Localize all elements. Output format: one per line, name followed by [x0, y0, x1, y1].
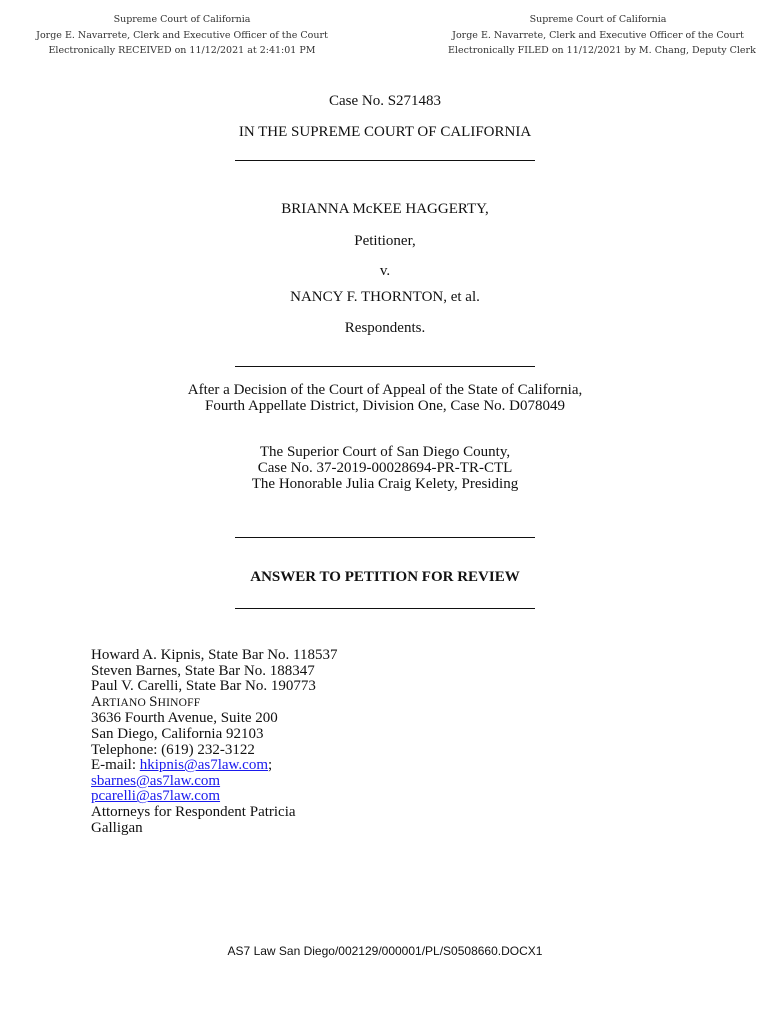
firm-rest-hinoff: HINOFF [157, 696, 201, 709]
superior-court-line-3: The Honorable Julia Craig Kelety, Presiding [251, 476, 519, 492]
email-label: E-mail: [91, 757, 140, 774]
received-stamp [32, 12, 332, 59]
received-stamp-line3: Electronically RECEIVED on 11/12/2021 at 2:41:01 PM [48, 45, 316, 56]
appeal-line-2: Fourth Appellate District, Division One, Case No. D078049 [205, 398, 565, 414]
attorney-carelli: Paul V. Carelli, State Bar No. 190773 [91, 678, 316, 695]
email-link-kipnis[interactable]: hkipnis@as7law.com [139, 757, 268, 774]
email-link-barnes[interactable]: sbarnes@as7law.com [91, 772, 221, 789]
appeal-line-1: After a Decision of the Court of Appeal of the State of California, [187, 382, 583, 398]
received-stamp-line2: Jorge E. Navarrete, Clerk and Executive Officer of the Court [36, 29, 328, 41]
address-line-1: 3636 Fourth Avenue, Suite 200 [91, 710, 278, 727]
document-title: ANSWER TO PETITION FOR REVIEW [250, 569, 520, 585]
filed-stamp-line2: Jorge E. Navarrete, Clerk and Executive Officer of the Court [452, 29, 744, 41]
attorney-kipnis: Howard A. Kipnis, State Bar No. 118537 [91, 647, 338, 663]
superior-court-line-2: Case No. 37-2019-00028694-PR-TR-CTL [257, 460, 513, 476]
petitioner-role: Petitioner, [354, 233, 416, 249]
filed-stamp-line1: Supreme Court of California [529, 14, 667, 25]
filed-stamp-line3: Electronically FILED on 11/12/2021 by M. Chang, Deputy Clerk [448, 45, 756, 56]
firm-name [91, 695, 391, 712]
counsel-block [91, 648, 391, 836]
petitioner-name: BRIANNA McKEE HAGGERTY, [281, 201, 489, 217]
email-link-carelli[interactable]: pcarelli@as7law.com [91, 788, 221, 805]
address-line-2: San Diego, California 92103 [91, 725, 264, 742]
email-separator: ; [268, 757, 273, 774]
firm-initial-a: A [91, 693, 103, 710]
divider-1 [235, 160, 535, 161]
telephone: Telephone: (619) 232-3122 [91, 741, 255, 758]
attorneys-for-line-2: Galligan [91, 819, 143, 836]
attorneys-for-line-1: Attorneys for Respondent Patricia [91, 803, 296, 820]
firm-initial-s: S [149, 693, 158, 710]
superior-court-line-1: The Superior Court of San Diego County, [259, 444, 511, 460]
divider-2 [235, 366, 535, 367]
received-stamp-line1: Supreme Court of California [113, 14, 251, 25]
footer-doc-id: AS7 Law San Diego/002129/000001/PL/S0508660.DOCX1 [227, 944, 543, 958]
respondent-role: Respondents. [344, 320, 426, 336]
case-number: Case No. S271483 [328, 93, 442, 109]
attorney-barnes: Steven Barnes, State Bar No. 188347 [91, 662, 315, 679]
divider-3 [235, 537, 535, 538]
court-name: IN THE SUPREME COURT OF CALIFORNIA [238, 124, 532, 140]
filed-stamp [448, 12, 756, 59]
respondent-name: NANCY F. THORNTON, et al. [290, 289, 480, 305]
firm-rest-rtiano: RTIANO [102, 696, 150, 709]
divider-4 [235, 608, 535, 609]
versus: v. [379, 263, 391, 279]
email-line [91, 758, 391, 774]
